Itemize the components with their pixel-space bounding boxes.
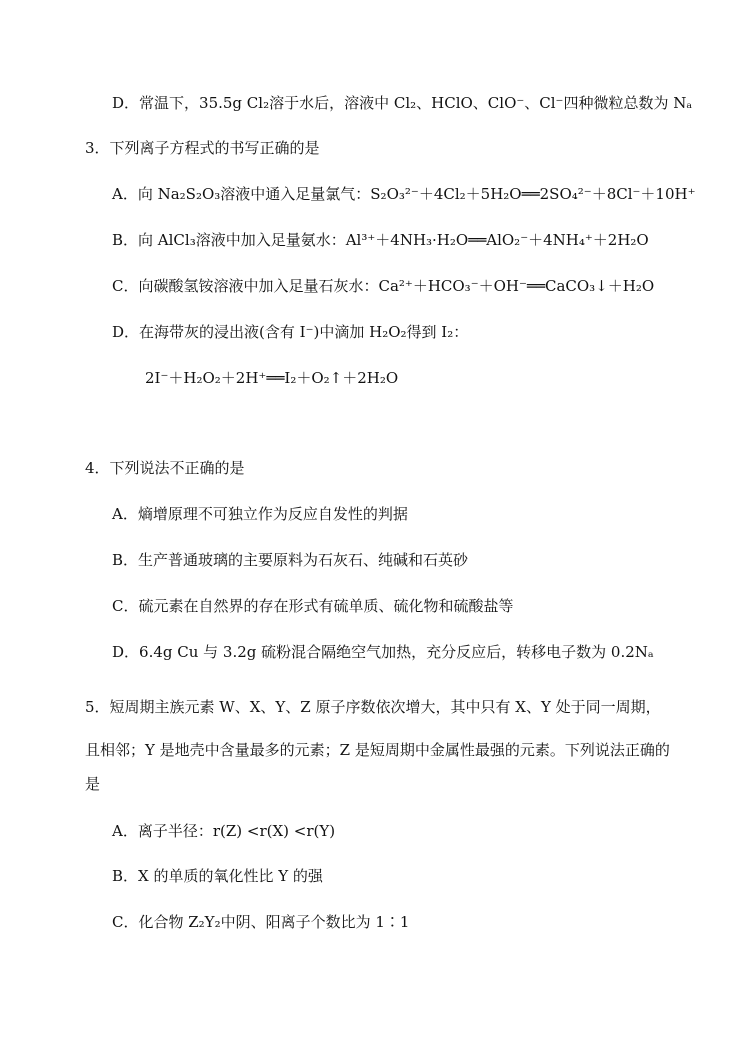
q3-option-a: A．向 Na₂S₂O₃溶液中通入足量氯气：S₂O₃²⁻＋4Cl₂＋5H₂O══2SO₄²⁻＋8Cl⁻＋10H⁺ [112,185,696,203]
q3-option-d-equation: 2I⁻＋H₂O₂＋2H⁺══I₂＋O₂↑＋2H₂O [145,369,399,387]
q4-stem: 4．下列说法不正确的是 [85,459,245,477]
q2-option-d: D．常温下，35.5g Cl₂溶于水后，溶液中 Cl₂、HClO、ClO⁻、Cl⁻四种微粒总数为 Nₐ [112,94,693,112]
q5-stem-line-3: 是 [85,775,101,793]
q4-option-d: D．6.4g Cu 与 3.2g 硫粉混合隔绝空气加热，充分反应后，转移电子数为 0.2Nₐ [112,643,654,661]
q3-option-d: D．在海带灰的浸出液(含有 I⁻)中滴加 H₂O₂得到 I₂： [112,323,469,341]
q3-option-c: C．向碳酸氢铵溶液中加入足量石灰水：Ca²⁺＋HCO₃⁻＋OH⁻══CaCO₃↓＋H₂O [112,277,655,295]
q4-option-c: C．硫元素在自然界的存在形式有硫单质、硫化物和硫酸盐等 [112,597,514,615]
q5-option-b: B．X 的单质的氧化性比 Y 的强 [112,867,323,885]
q4-option-a: A．熵增原理不可独立作为反应自发性的判据 [112,505,408,523]
q5-option-a: A．离子半径：r(Z) <r(X) <r(Y) [112,822,336,840]
q3-stem: 3．下列离子方程式的书写正确的是 [85,139,320,157]
q5-stem-line-1: 5．短周期主族元素 W、X、Y、Z 原子序数依次增大，其中只有 X、Y 处于同一周期， [85,698,661,716]
q5-stem-line-2: 且相邻；Y 是地壳中含量最多的元素；Z 是短周期中金属性最强的元素。下列说法正确的 [85,741,670,759]
q4-option-b: B．生产普通玻璃的主要原料为石灰石、纯碱和石英砂 [112,551,469,569]
q5-option-c: C．化合物 Z₂Y₂中阴、阳离子个数比为 1∶1 [112,913,410,931]
q3-option-b: B．向 AlCl₃溶液中加入足量氨水：Al³⁺＋4NH₃·H₂O══AlO₂⁻＋4NH₄⁺＋2H₂O [112,231,649,249]
